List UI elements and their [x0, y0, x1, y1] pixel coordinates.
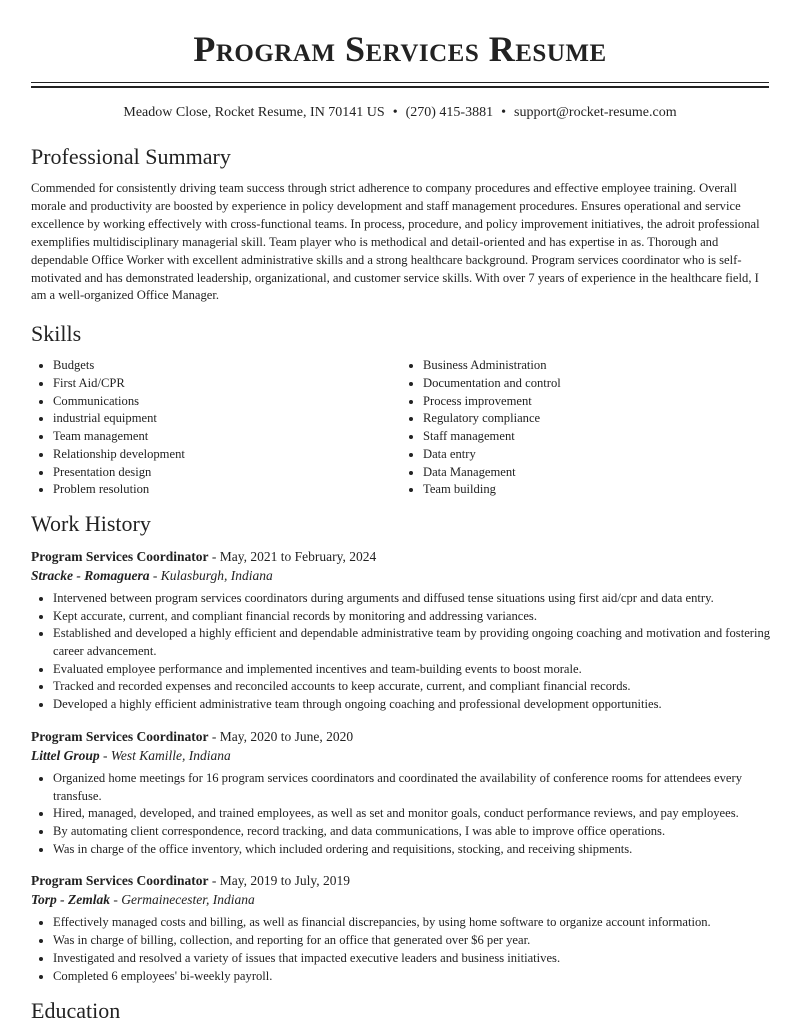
contact-address: Meadow Close, Rocket Resume, IN 70141 US: [123, 105, 385, 120]
skill-item: • Regulatory compliance: [423, 410, 771, 428]
job-bullet: • Evaluated employee performance and implemented incentives and team-building events to boost morale.: [53, 661, 771, 679]
skill-item: • First Aid/CPR: [53, 375, 401, 393]
job-employer: [31, 746, 771, 765]
job-entry: [31, 871, 771, 985]
job-company: Stracke - Romaguera: [31, 567, 150, 583]
job-bullet: • Kept accurate, current, and compliant financial records by monitoring and addressing variances.: [53, 608, 771, 626]
resume-content: [31, 140, 771, 1034]
job-dates: - May, 2021 to February, 2024: [208, 548, 377, 564]
job-dates: - May, 2019 to July, 2019: [208, 873, 350, 889]
job-bullet: • Tracked and recorded expenses and reconciled accounts to keep accurate, current, and compliant financial records.: [53, 678, 771, 696]
job-bullet: • Organized home meetings for 16 program services coordinators and coordinated the availability of conference rooms for attendees every transfuse.: [53, 770, 771, 805]
job-title: Program Services Coordinator: [31, 873, 209, 889]
skill-item: • Data entry: [423, 446, 771, 464]
skill-item: • Data Management: [423, 464, 771, 482]
job-header: [31, 871, 771, 890]
skill-item: • Process improvement: [423, 393, 771, 411]
summary-text: Commended for consistently driving team success through strict adherence to company procedures and effective employee training. Overall morale and productivity are boosted by experience in policy development and staff management procedures. Ensures operational and service excellence by working effectively with cross-functional teams. In process, procedure, and policy improvement initiatives, the adroit professional exemplifies multidisciplinary managerial skill. Team player who is methodical and detail-oriented and has expertise in as. Thorough and dependable Office Worker with excellent administrative skills and a strong healthcare background. Program services coordinator who is self-motivated and has demonstrated leadership, organizational, and customer service skills. With over 7 years of experience in the healthcare field, I am a well-organized Office Manager.: [31, 181, 760, 303]
skill-item: • Communications: [53, 393, 401, 411]
job-company: Littel Group: [31, 747, 100, 763]
skill-item: • Team building: [423, 481, 771, 499]
job-location: - Kulasburgh, Indiana: [149, 567, 273, 583]
job-title: Program Services Coordinator: [31, 548, 209, 564]
resume-title: Program Services Resume: [193, 29, 607, 69]
job-bullet: • By automating client correspondence, record tracking, and data communications, I was able to improve office operations.: [53, 823, 771, 841]
skill-item: • Team management: [53, 428, 401, 446]
section-heading-work-history: Work History: [31, 510, 151, 536]
skills-columns: [31, 357, 771, 499]
job-bullet: • Was in charge of billing, collection, and reporting for an office that generated over $6 per year.: [53, 932, 771, 950]
skill-item: • industrial equipment: [53, 410, 401, 428]
job-bullet: • Completed 6 employees' bi-weekly payroll.: [53, 968, 771, 986]
job-location: - Germainecester, Indiana: [110, 892, 255, 908]
section-heading-skills: Skills: [31, 321, 82, 347]
job-header: [31, 727, 771, 746]
job-bullet: • Investigated and resolved a variety of issues that impacted executive leaders and business initiatives.: [53, 950, 771, 968]
contact-separator: •: [501, 105, 507, 120]
job-entry: [31, 727, 771, 859]
job-bullet: • Developed a highly efficient administrative team through ongoing coaching and professional development opportunities.: [53, 696, 771, 714]
job-bullets: [31, 914, 771, 985]
skill-item: • Documentation and control: [423, 375, 771, 393]
skill-item: • Staff management: [423, 428, 771, 446]
section-heading-education: Education: [31, 998, 121, 1024]
job-title: Program Services Coordinator: [31, 728, 209, 744]
contact-phone: (270) 415-3881: [405, 105, 494, 120]
work-history-section: [31, 511, 771, 985]
job-entry: [31, 547, 771, 714]
header-divider-thin: [31, 82, 769, 83]
job-bullet: • Intervened between program services coordinators during arguments and diffused tense situations using first aid/cpr and data entry.: [53, 590, 771, 608]
education-section: [31, 998, 771, 1024]
job-bullet: • Established and developed a highly efficient and dependable administrative team by providing ongoing coaching and motivation and fostering career advancement.: [53, 625, 771, 660]
job-employer: [31, 890, 771, 909]
job-dates: - May, 2020 to June, 2020: [208, 728, 354, 744]
job-employer: [31, 566, 771, 585]
contact-email: support@rocket-resume.com: [514, 105, 677, 120]
section-heading-summary: Professional Summary: [31, 144, 231, 169]
contact-separator: •: [392, 105, 398, 120]
skill-item: • Business Administration: [423, 357, 771, 375]
job-location: - West Kamille, Indiana: [99, 747, 231, 763]
job-bullets: [31, 770, 771, 859]
job-header: [31, 547, 771, 566]
skill-item: • Problem resolution: [53, 481, 401, 499]
skill-item: • Presentation design: [53, 464, 401, 482]
job-bullets: [31, 590, 771, 714]
job-company: Torp - Zemlak: [31, 892, 110, 908]
skills-list-right: [401, 357, 771, 499]
skill-item: • Budgets: [53, 357, 401, 375]
skill-item: • Relationship development: [53, 446, 401, 464]
job-bullet: • Was in charge of the office inventory, which included ordering and requisitions, stocking, and receiving shipments.: [53, 841, 771, 859]
skills-list-left: [31, 357, 401, 499]
summary-section: [31, 144, 771, 305]
header-divider-thick: [31, 86, 769, 88]
contact-line: [0, 104, 800, 122]
job-bullet: • Effectively managed costs and billing, as well as financial discrepancies, by using home software to organize account information.: [53, 914, 771, 932]
job-bullet: • Hired, managed, developed, and trained employees, as well as set and monitor goals, conduct performance reviews, and pay employees.: [53, 805, 771, 823]
skills-section: [31, 321, 771, 499]
